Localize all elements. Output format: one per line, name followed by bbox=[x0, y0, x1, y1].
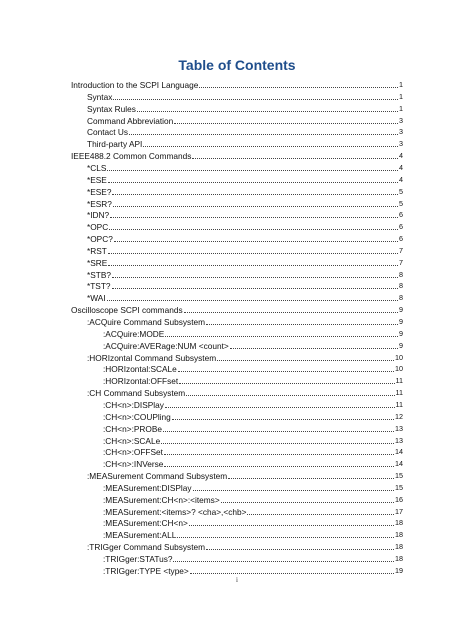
toc-dot-leader bbox=[193, 490, 394, 491]
toc-entry-title: Third-party API bbox=[87, 139, 143, 150]
toc-entry-title: *OPC? bbox=[87, 234, 113, 245]
toc-entry-title: Introduction to the SCPI Language bbox=[71, 80, 199, 90]
toc-entry-page-number: 11 bbox=[395, 376, 403, 386]
toc-entry-title: :TRIGger:STATus? bbox=[103, 554, 173, 564]
toc-entry-title: Syntax Rules bbox=[87, 103, 136, 114]
toc-entry[interactable] bbox=[103, 494, 403, 506]
toc-dot-leader bbox=[137, 111, 398, 112]
toc-dot-leader bbox=[114, 241, 398, 242]
toc-entry[interactable] bbox=[87, 245, 403, 257]
toc-entry-page-number: 4 bbox=[399, 174, 403, 184]
toc-entry-page-number: 8 bbox=[399, 293, 403, 303]
toc-dot-leader bbox=[247, 514, 394, 515]
toc-entry[interactable] bbox=[87, 115, 403, 127]
toc-entry[interactable] bbox=[87, 269, 403, 281]
toc-entry-page-number: 14 bbox=[395, 459, 403, 469]
toc-entry-page-number: 9 bbox=[399, 305, 403, 315]
toc-entry-page-number: 9 bbox=[399, 328, 403, 338]
toc-entry[interactable] bbox=[103, 435, 403, 447]
toc-entry-title: :TRIGger:TYPE <type> bbox=[103, 565, 189, 576]
toc-entry[interactable] bbox=[103, 506, 403, 518]
toc-entry-title: :MEASurement:ALL bbox=[103, 530, 177, 541]
toc-dot-leader bbox=[112, 288, 398, 289]
toc-dot-leader bbox=[112, 194, 398, 195]
toc-entry-title: :TRIGger Command Subsystem bbox=[87, 542, 206, 553]
toc-entry[interactable] bbox=[103, 340, 403, 352]
toc-entry-page-number: 14 bbox=[395, 447, 403, 457]
toc-entry-title: :CH Command Subsystem bbox=[87, 388, 186, 399]
toc-dot-leader bbox=[108, 253, 398, 254]
page-number-footer: i bbox=[236, 576, 238, 584]
toc-entry-page-number: 8 bbox=[399, 281, 403, 291]
toc-entry-page-number: 11 bbox=[395, 388, 403, 398]
toc-entry-page-number: 7 bbox=[399, 245, 403, 255]
toc-entry-title: Syntax bbox=[87, 91, 113, 102]
toc-entry[interactable] bbox=[87, 209, 403, 221]
toc-entry[interactable] bbox=[87, 387, 403, 399]
toc-dot-leader bbox=[113, 206, 398, 207]
toc-entry-page-number: 5 bbox=[399, 198, 403, 208]
toc-entry[interactable] bbox=[87, 280, 403, 292]
toc-entry-page-number: 3 bbox=[399, 115, 403, 125]
toc-entry[interactable] bbox=[103, 363, 403, 375]
toc-entry-page-number: 13 bbox=[395, 423, 403, 433]
toc-entry[interactable] bbox=[87, 292, 403, 304]
toc-entry-title: *TST? bbox=[87, 281, 111, 292]
toc-entry-page-number: 6 bbox=[399, 234, 403, 244]
toc-dot-leader bbox=[217, 360, 394, 361]
toc-entry-title: :MEASurement:CH<n> bbox=[103, 518, 188, 529]
toc-dot-leader bbox=[165, 407, 395, 408]
toc-dot-leader bbox=[228, 478, 394, 479]
toc-dot-leader bbox=[177, 537, 394, 538]
toc-entry-page-number: 1 bbox=[399, 91, 403, 101]
toc-entry-page-number: 18 bbox=[395, 554, 403, 563]
toc-dot-leader bbox=[110, 217, 398, 218]
toc-entry-title: *ESE bbox=[87, 174, 107, 185]
toc-dot-leader bbox=[221, 502, 394, 503]
toc-entry-title: *SRE bbox=[87, 257, 108, 268]
toc-dot-leader bbox=[129, 134, 398, 135]
toc-entry[interactable] bbox=[103, 423, 403, 435]
toc-entry-title: :MEASurement Command Subsystem bbox=[87, 471, 228, 482]
toc-entry-title: *ESR? bbox=[87, 198, 112, 209]
toc-dot-leader bbox=[186, 395, 394, 396]
toc-entry-title: :ACQuire:AVERage:NUM <count> bbox=[103, 340, 229, 351]
toc-entry-title: :HORIzontal:SCALe bbox=[103, 364, 177, 375]
toc-entry-page-number: 7 bbox=[399, 257, 403, 267]
toc-entry[interactable] bbox=[103, 375, 403, 387]
toc-entry[interactable] bbox=[103, 458, 403, 470]
toc-dot-leader bbox=[172, 419, 394, 420]
toc-entry-page-number: 18 bbox=[395, 542, 403, 552]
toc-entry-page-number: 4 bbox=[399, 162, 403, 172]
toc-entry[interactable] bbox=[87, 186, 403, 198]
toc-dot-leader bbox=[206, 549, 394, 550]
toc-entry[interactable] bbox=[103, 553, 403, 565]
toc-entry[interactable] bbox=[71, 79, 403, 91]
toc-dot-leader bbox=[174, 123, 398, 124]
toc-entry-title: :MEASurement:CH<n>:<items> bbox=[103, 494, 220, 505]
toc-entry[interactable] bbox=[103, 411, 403, 423]
toc-entry[interactable] bbox=[87, 138, 403, 150]
toc-entry[interactable] bbox=[87, 198, 403, 210]
toc-entry-title: :CH<n>:SCALe bbox=[103, 435, 161, 446]
toc-entry-title: :HORIzontal Command Subsystem bbox=[87, 352, 217, 363]
toc-entry-page-number: 15 bbox=[395, 471, 403, 481]
toc-entry[interactable] bbox=[103, 517, 403, 529]
toc-dot-leader bbox=[165, 336, 398, 337]
toc-entry-page-number: 6 bbox=[399, 210, 403, 220]
toc-entry-title: *OPC bbox=[87, 222, 109, 233]
toc-entry-page-number: 10 bbox=[395, 364, 403, 374]
toc-entry-title: *WAI bbox=[87, 293, 106, 304]
toc-entry[interactable] bbox=[87, 174, 403, 186]
toc-entry-title: :ACQuire:MODE bbox=[103, 328, 165, 339]
toc-entry-title: Command Abbreviation bbox=[87, 115, 174, 126]
toc-dot-leader bbox=[189, 525, 394, 526]
toc-entry[interactable] bbox=[71, 304, 403, 316]
toc-entry-page-number: 8 bbox=[399, 269, 403, 279]
toc-dot-leader bbox=[206, 324, 398, 325]
toc-dot-leader bbox=[184, 312, 398, 313]
toc-entry-title: :HORIzontal:OFFset bbox=[103, 376, 179, 387]
toc-entry-title: IEEE488.2 Common Commands bbox=[71, 151, 192, 162]
toc-entry-title: *RST bbox=[87, 245, 107, 256]
toc-entry[interactable] bbox=[87, 470, 403, 482]
toc-dot-leader bbox=[112, 277, 398, 278]
toc-entry-page-number: 12 bbox=[395, 411, 403, 421]
toc-entry[interactable] bbox=[87, 126, 403, 138]
toc-entry-title: :CH<n>:DISPlay bbox=[103, 399, 164, 410]
toc-entry[interactable] bbox=[87, 221, 403, 233]
toc-dot-leader bbox=[190, 573, 394, 574]
toc-dot-leader bbox=[161, 443, 394, 444]
toc-entry[interactable] bbox=[87, 316, 403, 328]
toc-entry-page-number: 16 bbox=[395, 494, 403, 504]
toc-dot-leader bbox=[164, 466, 394, 467]
toc-entry[interactable] bbox=[103, 529, 403, 541]
toc-dot-leader bbox=[173, 561, 394, 562]
toc-entry[interactable] bbox=[103, 399, 403, 411]
toc-dot-leader bbox=[230, 348, 398, 349]
toc-dot-leader bbox=[108, 182, 398, 183]
toc-entry[interactable] bbox=[87, 91, 403, 103]
toc-entry-title: :MEASurement:<items>? <cha>,<chb> bbox=[103, 506, 247, 517]
toc-entry-page-number: 9 bbox=[399, 340, 403, 350]
toc-dot-leader bbox=[192, 158, 398, 159]
toc-entry-page-number: 11 bbox=[395, 399, 403, 409]
toc-dot-leader bbox=[107, 300, 398, 301]
toc-entry-page-number: 5 bbox=[399, 186, 403, 196]
toc-dot-leader bbox=[199, 87, 398, 88]
toc-entry[interactable] bbox=[103, 482, 403, 494]
toc-entry-title: :CH<n>:OFFSet bbox=[103, 447, 163, 458]
toc-entry-page-number: 17 bbox=[395, 506, 403, 516]
toc-entry[interactable] bbox=[103, 446, 403, 458]
toc-entry-title: :MEASurement:DISPlay bbox=[103, 482, 192, 493]
page-title: Table of Contents bbox=[178, 57, 296, 73]
toc-dot-leader bbox=[113, 99, 398, 100]
toc-entry-title: *IDN? bbox=[87, 210, 110, 221]
toc-entry-page-number: 6 bbox=[399, 222, 403, 232]
toc-entry[interactable] bbox=[87, 233, 403, 245]
toc-entry-page-number: 13 bbox=[395, 435, 403, 445]
toc-entry-page-number: 18 bbox=[395, 518, 403, 528]
toc-entry-page-number: 18 bbox=[395, 530, 403, 540]
toc-entry-page-number: 3 bbox=[399, 127, 403, 137]
toc-entry-title: Oscilloscope SCPI commands bbox=[71, 305, 183, 316]
toc-dot-leader bbox=[109, 229, 398, 230]
toc-entry-title: :CH<n>:COUPling bbox=[103, 411, 171, 422]
toc-entry-title: Contact Us bbox=[87, 127, 129, 138]
toc-entry[interactable] bbox=[87, 257, 403, 269]
toc-entry[interactable] bbox=[103, 328, 403, 340]
toc-entry-page-number: 10 bbox=[395, 352, 403, 362]
toc-entry-page-number: 9 bbox=[399, 317, 403, 326]
toc-entry-title: :CH<n>:PROBe bbox=[103, 423, 163, 434]
toc-dot-leader bbox=[164, 454, 394, 455]
toc-entry-title: *STB? bbox=[87, 269, 111, 280]
toc-entry[interactable] bbox=[71, 150, 403, 162]
toc-entry-title: :CH<n>:INVerse bbox=[103, 459, 164, 470]
toc-entry-page-number: 15 bbox=[395, 482, 403, 492]
toc-dot-leader bbox=[163, 431, 394, 432]
toc-entry[interactable] bbox=[87, 352, 403, 364]
toc-entry[interactable] bbox=[87, 162, 403, 174]
toc-entry-page-number: 4 bbox=[399, 151, 403, 161]
toc-entry-title: :ACQuire Command Subsystem bbox=[87, 317, 206, 327]
toc-entry-title: *CLS bbox=[87, 162, 107, 173]
toc-entry-page-number: 1 bbox=[399, 80, 403, 89]
toc-dot-leader bbox=[107, 170, 398, 171]
toc-dot-leader bbox=[179, 383, 394, 384]
toc-entry-page-number: 19 bbox=[395, 565, 403, 575]
toc-dot-leader bbox=[178, 371, 394, 372]
toc-entry-title: *ESE? bbox=[87, 186, 112, 197]
toc-entry[interactable] bbox=[87, 541, 403, 553]
toc-dot-leader bbox=[143, 146, 398, 147]
toc-entry[interactable] bbox=[87, 103, 403, 115]
toc-dot-leader bbox=[108, 265, 398, 266]
toc-entry-page-number: 3 bbox=[399, 139, 403, 149]
toc-entry-page-number: 1 bbox=[399, 103, 403, 113]
